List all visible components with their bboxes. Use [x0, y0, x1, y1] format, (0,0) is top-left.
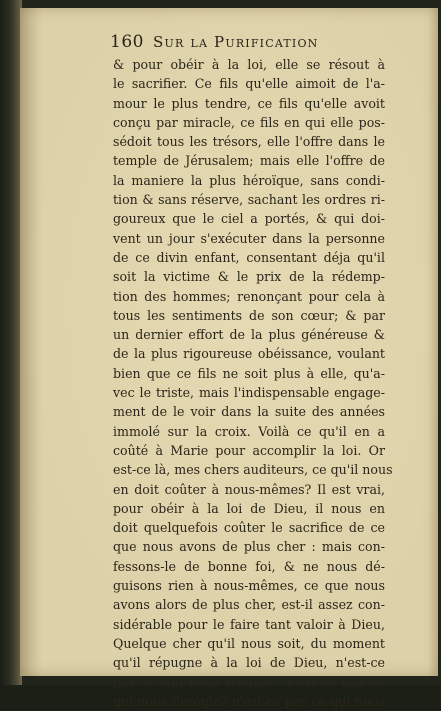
text-line: tion & sans réserve, sachant les ordres ri-: [113, 192, 385, 208]
text-line: qui nous dérègle? n'est-ce pas ce qui nous: [113, 693, 385, 709]
text-line: bien que ce fils ne soit plus à elle, qu'a-: [113, 365, 385, 381]
text-line: vec le triste, mais l'indispensable engage-: [113, 385, 385, 401]
text-line: le sacrifier. Ce fils qu'elle aimoit de l'a-: [113, 76, 385, 92]
text-line: coûté à Marie pour accomplir la loi. Or: [113, 442, 385, 458]
text-line: fessons-le de bonne foi, & ne nous dé-: [113, 558, 385, 574]
text-line: que nous avons de plus cher : mais con-: [113, 539, 385, 555]
text-line: doit quelquefois coûter le sacrifice de ce: [113, 520, 385, 536]
text-line: avons alors de plus cher, est-il assez con-: [113, 597, 385, 613]
text-line: goureux que le ciel a portés, & qui doi-: [113, 211, 385, 227]
text-line: vent un jour s'exécuter dans la personne: [113, 230, 385, 246]
body-text: [113, 55, 393, 711]
page-header: [110, 32, 380, 54]
text-line: temple de Jérusalem; mais elle l'offre de: [113, 153, 385, 169]
page-number: 160: [110, 32, 144, 52]
text-line: & pour obéir à la loi, elle se résout à: [113, 57, 385, 72]
text-line: soit la victime & le prix de la rédemp-: [113, 269, 385, 285]
text-line: Quelque cher qu'il nous soit, du moment: [113, 635, 385, 651]
text-line: ment de le voir dans la suite des années: [113, 404, 385, 420]
text-line: conçu par miracle, ce fils en qui elle pos-: [113, 114, 385, 130]
text-line: pas ce qui nous trouble? n'est-ce pas ce: [113, 674, 385, 690]
text-line: guisons rien à nous-mêmes, ce que nous: [113, 578, 385, 594]
text-line: de ce divin enfant, consentant déja qu'il: [113, 249, 385, 265]
text-line: qu'il répugne à la loi de Dieu, n'est-ce: [113, 655, 385, 671]
text-line: immolé sur la croix. Voilà ce qu'il en a: [113, 423, 385, 439]
text-line: est-ce là, mes chers auditeurs, ce qu'il nous: [113, 462, 393, 478]
text-line: tous les sentiments de son cœur; & par: [113, 307, 385, 323]
text-line: de la plus rigoureuse obéissance, voulant: [113, 346, 385, 362]
text-line: mour le plus tendre, ce fils qu'elle avoit: [113, 95, 385, 111]
binding-gutter: [0, 0, 22, 685]
text-line: sidérable pour le faire tant valoir à Dieu,: [113, 616, 385, 632]
text-line: un dernier effort de la plus généreuse &: [113, 327, 385, 343]
text-line: sédoit tous les trésors, elle l'offre dans le: [113, 134, 385, 150]
running-title: Sur la Purification: [153, 33, 319, 51]
text-line: en doit coûter à nous-mêmes? Il est vrai,: [113, 481, 385, 497]
text-line: pour obéir à la loi de Dieu, il nous en: [113, 500, 385, 516]
text-line: tion des hommes; renonçant pour cela à: [113, 288, 385, 304]
text-line: la maniere la plus héroïque, sans condi-: [113, 172, 385, 188]
